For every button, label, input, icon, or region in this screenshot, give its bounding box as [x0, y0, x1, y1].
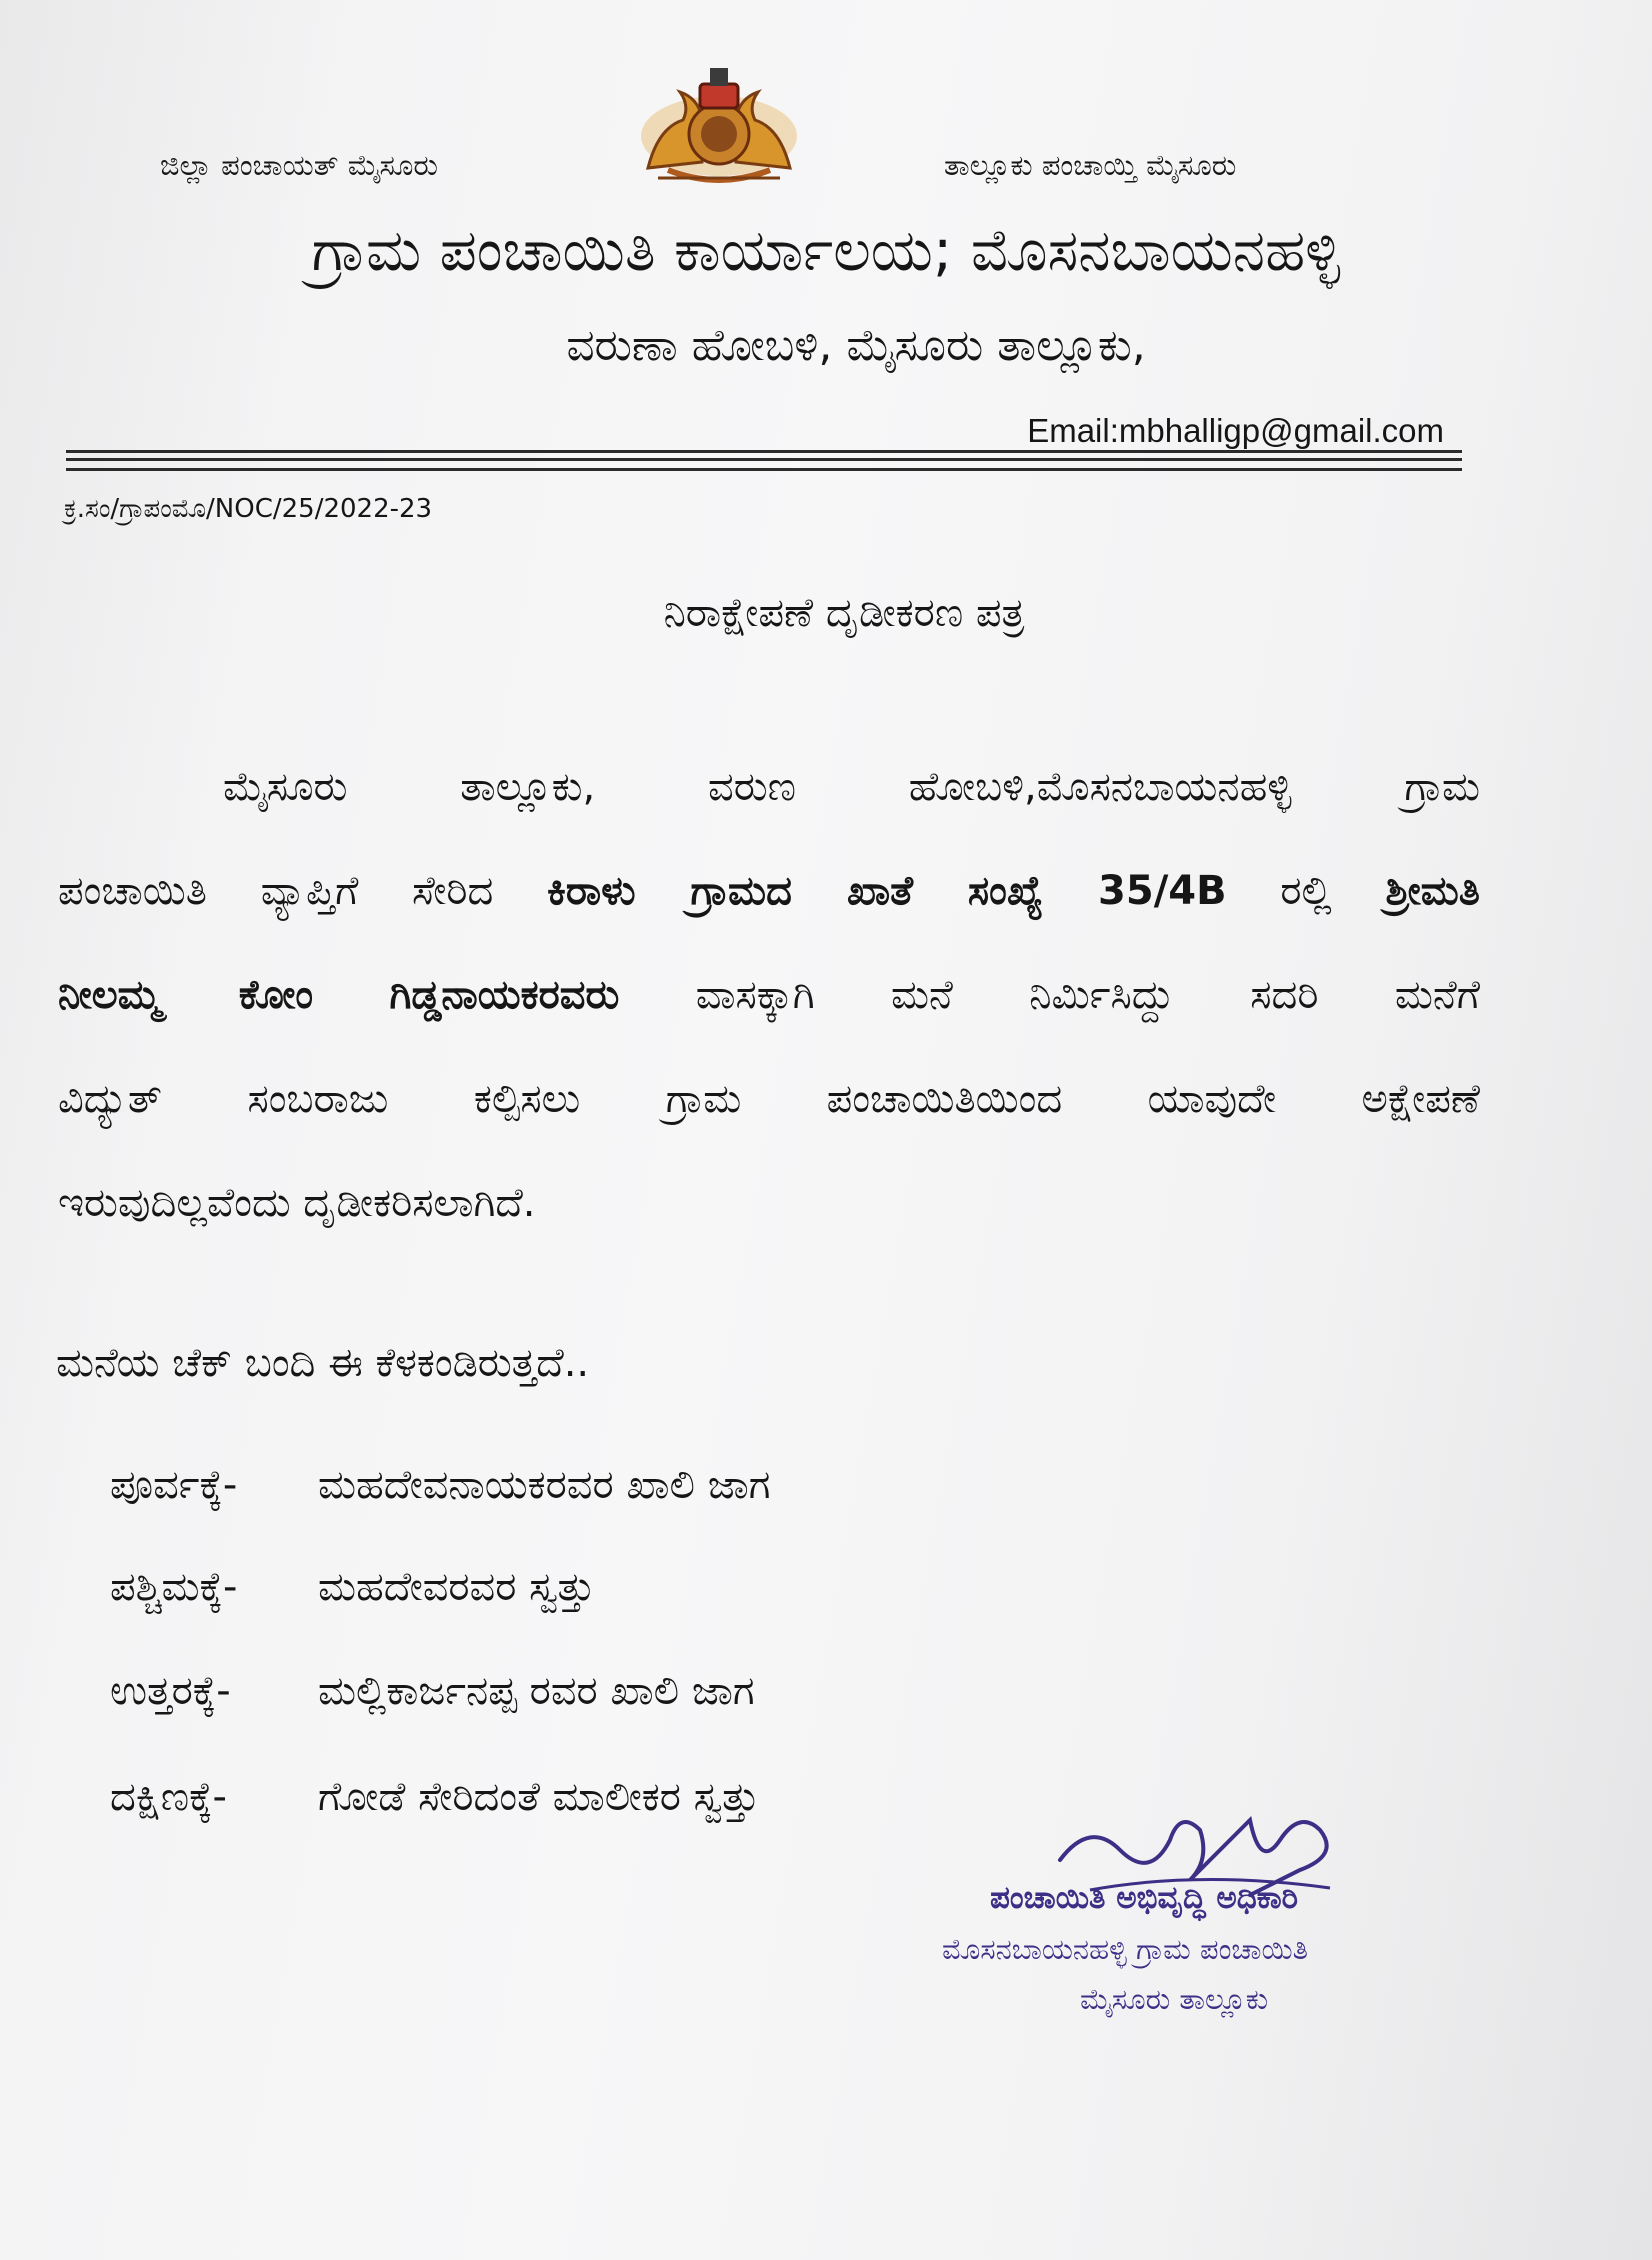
header-divider-middle	[66, 458, 1462, 461]
boundary-value: ಮಲ್ಲಿಕಾರ್ಜನಪ್ಪ ರವರ ಖಾಲಿ ಜಾಗ	[318, 1668, 755, 1714]
header-divider-bottom	[66, 468, 1462, 471]
boundary-value: ಮಹದೇವನಾಯಕರವರ ಖಾಲಿ ಜಾಗ	[318, 1462, 771, 1508]
owner-husband-name: ಗಿಡ್ಡನಾಯಕರವರು	[389, 972, 620, 1018]
boundary-east	[110, 1462, 770, 1508]
boundary-south	[110, 1774, 759, 1820]
owner-name: ನೀಲಮ್ಮ ಕೋಂ	[58, 972, 314, 1018]
reference-number: ಕ್ರ.ಸಂ/ಗ್ರಾಪಂಮೊ/NOC/25/2022-23	[64, 494, 433, 524]
taluk-panchayat-label: ತಾಲ್ಲೂಕು ಪಂಚಾಯ್ತಿ ಮೈಸೂರು	[944, 148, 1237, 182]
karnataka-emblem-icon	[628, 58, 810, 190]
khata-number: ಕಿರಾಳು ಗ್ರಾಮದ ಖಾತೆ ಸಂಖ್ಯೆ 35/4B	[547, 868, 1227, 914]
boundary-label: ಉತ್ತರಕ್ಕೆ-	[110, 1668, 231, 1714]
office-email: Email:mbhalligp@gmail.com	[1027, 412, 1444, 449]
body-text: ವಾಸಕ್ಕಾಗಿ ಮನೆ ನಿರ್ಮಿಸಿದ್ದು ಸದರಿ ಮನೆಗೆ	[695, 972, 1481, 1018]
body-text: ರಲ್ಲಿ	[1280, 868, 1332, 914]
office-title: ಗ್ರಾಮ ಪಂಚಾಯಿತಿ ಕಾರ್ಯಾಲಯ; ಮೊಸನಬಾಯನಹಳ್ಳಿ	[311, 216, 1341, 284]
certificate-body	[58, 735, 1480, 1255]
boundary-north	[110, 1668, 754, 1714]
certificate-heading: ನಿರಾಕ್ಷೇಪಣೆ ದೃಡೀಕರಣ ಪತ್ರ	[663, 590, 1025, 636]
body-line-4: ವಿದ್ಯುತ್ ಸಂಬರಾಜು ಕಲ್ಪಿಸಲು ಗ್ರಾಮ ಪಂಚಾಯಿತಿಯಿಂದ ಯಾವುದೇ ಅಕ್ಷೇಪಣೆ	[58, 1076, 1480, 1122]
body-line-3	[58, 943, 1480, 1047]
owner-title: ಶ್ರೀಮತಿ	[1385, 868, 1480, 914]
boundary-label: ದಕ್ಷಿಣಕ್ಕೆ-	[110, 1774, 227, 1820]
boundary-intro: ಮನೆಯ ಚೆಕ್ ಬಂದಿ ಈ ಕೆಳಕಂಡಿರುತ್ತದೆ..	[56, 1340, 590, 1386]
officer-designation: ಪಂಚಾಯಿತಿ ಅಭಿವೃದ್ಧಿ ಅಧಿಕಾರಿ	[990, 1880, 1299, 1916]
boundary-value: ಮಹದೇವರವರ ಸ್ವತ್ತು	[318, 1564, 595, 1610]
body-text: ಪಂಚಾಯಿತಿ ವ್ಯಾಪ್ತಿಗೆ ಸೇರಿದ	[58, 868, 494, 914]
office-subtitle: ವರುಣಾ ಹೋಬಳಿ, ಮೈಸೂರು ತಾಲ್ಲೂಕು,	[566, 320, 1146, 371]
header-divider-top	[66, 450, 1462, 453]
body-line-2	[58, 839, 1480, 943]
officer-panchayat: ಮೊಸನಬಾಯನಹಳ್ಳಿ ಗ್ರಾಮ ಪಂಚಾಯಿತಿ	[942, 1932, 1308, 1966]
boundary-label: ಪಶ್ಚಿಮಕ್ಕೆ-	[110, 1564, 238, 1610]
boundary-value: ಗೋಡೆ ಸೇರಿದಂತೆ ಮಾಲೀಕರ ಸ್ವತ್ತು	[318, 1774, 760, 1820]
boundary-west	[110, 1564, 595, 1610]
officer-stamp	[930, 1800, 1470, 2040]
boundary-label: ಪೂರ್ವಕ್ಕೆ-	[110, 1462, 238, 1508]
body-line-1: ಮೈಸೂರು ತಾಲ್ಲೂಕು, ವರುಣ ಹೋಬಳಿ,ಮೊಸನಬಾಯನಹಳ್ಳಿ ಗ್ರಾಮ	[223, 764, 1480, 810]
officer-taluk: ಮೈಸೂರು ತಾಲ್ಲೂಕು	[1080, 1982, 1269, 2016]
district-panchayat-label: ಜಿಲ್ಲಾ ಪಂಚಾಯತ್ ಮೈಸೂರು	[160, 148, 438, 182]
body-line-5: ಇರುವುದಿಲ್ಲವೆಂದು ದೃಡೀಕರಿಸಲಾಗಿದೆ.	[58, 1180, 536, 1226]
